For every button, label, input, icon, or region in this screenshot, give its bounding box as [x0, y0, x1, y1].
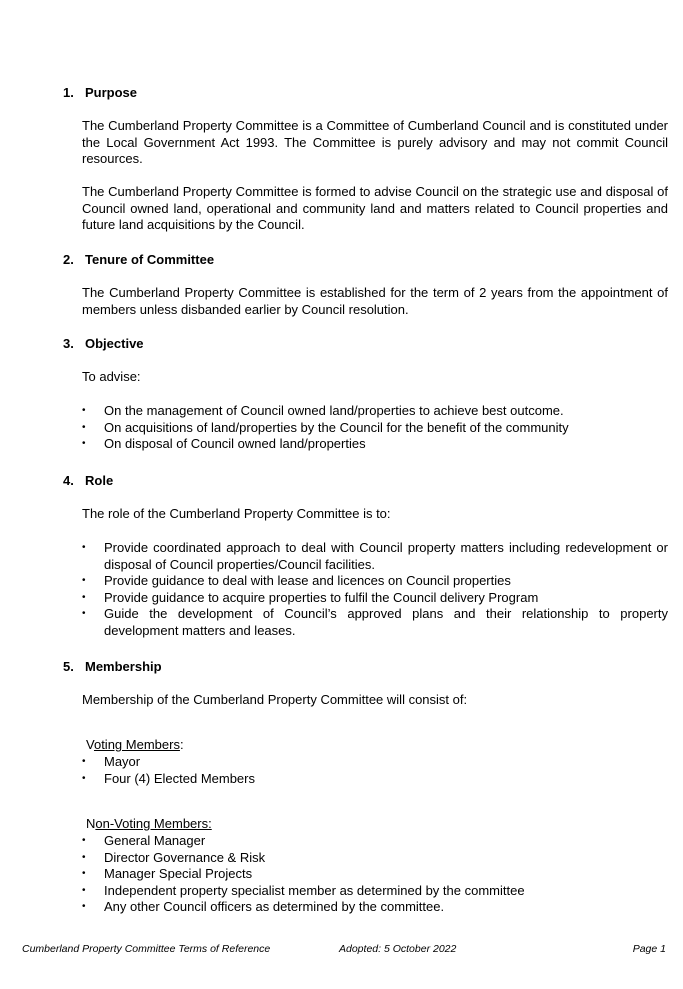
list-item: • Provide coordinated approach to deal with Council property matters including redevelopment or disposal of Council properties/Council facilities.: [82, 540, 668, 573]
voting-label-first-letter: V: [86, 737, 94, 752]
list-item: • General Manager: [82, 833, 668, 850]
section-number: 2.: [63, 252, 74, 267]
non-voting-label-underlined: on-Voting Members:: [95, 816, 212, 831]
non-voting-members-label: [86, 816, 212, 833]
section-number: 3.: [63, 336, 74, 351]
section-title: Role: [85, 473, 114, 488]
section-number: 4.: [63, 473, 74, 488]
list-item: • Independent property specialist member as determined by the committee: [82, 883, 668, 900]
non-voting-members-list: [82, 833, 668, 916]
section-number: 1.: [63, 85, 74, 100]
purpose-paragraph-2: The Cumberland Property Committee is formed to advise Council on the strategic use and disposal of Council owned land, operational and community land and matters related to Council properties and future land acquisitions by the Council.: [82, 184, 668, 232]
list-item: • Manager Special Projects: [82, 866, 668, 883]
section-heading-tenure: [63, 251, 214, 268]
voting-label-colon: :: [179, 737, 184, 752]
list-item: • On acquisitions of land/properties by the Council for the benefit of the community: [82, 420, 668, 437]
section-heading-objective: [63, 335, 144, 352]
role-bullet-list: [82, 540, 668, 639]
footer-page-number: Page 1: [632, 943, 666, 955]
section-number: 5.: [63, 659, 74, 674]
list-item: • Director Governance & Risk: [82, 850, 668, 867]
list-item: • Provide guidance to deal with lease and licences on Council properties: [82, 573, 668, 590]
section-title: Membership: [85, 659, 162, 674]
objective-bullet-list: [82, 403, 668, 453]
voting-label-underlined: oting Members: [93, 737, 180, 752]
section-heading-role: [63, 472, 113, 489]
list-item: • On disposal of Council owned land/properties: [82, 436, 668, 453]
role-intro: The role of the Cumberland Property Committee is to:: [82, 506, 391, 521]
list-item: • Any other Council officers as determined by the committee.: [82, 899, 668, 916]
footer-document-title: Cumberland Property Committee Terms of Reference: [22, 943, 271, 955]
section-heading-purpose: [63, 84, 137, 101]
purpose-paragraph-1: The Cumberland Property Committee is a Committee of Cumberland Council and is constituted under the Local Government Act 1993. The Committee is purely advisory and may not commit Council resources.: [82, 118, 668, 166]
footer-adopted-date: Adopted: 5 October 2022: [339, 943, 457, 955]
list-item: • Mayor: [82, 754, 668, 771]
non-voting-label-first-letter: N: [86, 816, 96, 831]
section-heading-membership: [63, 658, 162, 675]
objective-intro: To advise:: [82, 369, 141, 384]
tenure-paragraph: The Cumberland Property Committee is established for the term of 2 years from the appointment of members unless disbanded earlier by Council resolution.: [82, 285, 668, 317]
list-item: • Provide guidance to acquire properties to fulfil the Council delivery Program: [82, 590, 668, 607]
list-item: • Four (4) Elected Members: [82, 771, 668, 788]
list-item: • On the management of Council owned land/properties to achieve best outcome.: [82, 403, 668, 420]
section-title: Tenure of Committee: [85, 252, 215, 267]
section-title: Objective: [85, 336, 144, 351]
membership-intro: Membership of the Cumberland Property Committee will consist of:: [82, 692, 468, 707]
list-item: • Guide the development of Council’s approved plans and their relationship to property development matters and leases.: [82, 606, 668, 639]
voting-members-label: [86, 737, 184, 754]
section-title: Purpose: [85, 85, 138, 100]
voting-members-list: [82, 754, 668, 787]
